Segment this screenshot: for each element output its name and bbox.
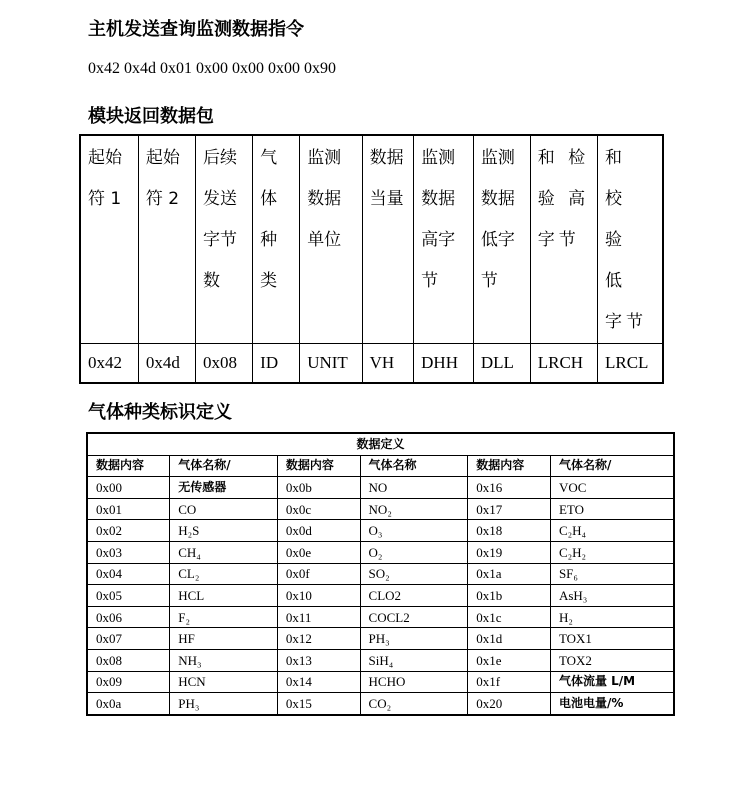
gas-table-cell: 0x18 bbox=[468, 520, 551, 542]
gas-table-row bbox=[87, 649, 674, 671]
gas-table-cell: 0x00 bbox=[87, 477, 170, 499]
heading-response: 模块返回数据包 bbox=[88, 106, 214, 127]
packet-header-row bbox=[80, 135, 663, 344]
gas-table-cell: 0x10 bbox=[277, 585, 360, 607]
gas-table-cell: CO₂ bbox=[360, 693, 468, 715]
gas-table-cell: 0x1e bbox=[468, 649, 551, 671]
gas-table-cell: 0x07 bbox=[87, 628, 170, 650]
gas-table-cell: 0x02 bbox=[87, 520, 170, 542]
gas-table-cell: 0x01 bbox=[87, 498, 170, 520]
packet-header-cell bbox=[362, 135, 414, 344]
gas-table-cell: 电池电量/% bbox=[550, 693, 674, 715]
gas-table-cell: 0x08 bbox=[87, 649, 170, 671]
gas-table-row bbox=[87, 498, 674, 520]
gas-table-cell: 0x20 bbox=[468, 693, 551, 715]
packet-header-line: 高字 bbox=[421, 230, 456, 250]
gas-table-cell: 0x1c bbox=[468, 606, 551, 628]
gas-table-header-cell: 数据内容 bbox=[87, 455, 170, 477]
gas-table-cell: 0x1a bbox=[468, 563, 551, 585]
packet-header-line: 数据 bbox=[421, 189, 456, 209]
packet-header-cell bbox=[196, 135, 253, 344]
gas-table-title: 数据定义 bbox=[87, 433, 674, 455]
packet-header-line: 数 bbox=[203, 271, 221, 291]
gas-table-row bbox=[87, 585, 674, 607]
gas-table-cell: O₃ bbox=[360, 520, 468, 542]
packet-header-line: 验 低 bbox=[604, 230, 626, 291]
packet-header-cell bbox=[414, 135, 474, 344]
gas-table-header-cell: 气体名称/ bbox=[170, 455, 278, 477]
gas-table-row bbox=[87, 628, 674, 650]
packet-header-line: 符 2 bbox=[145, 189, 180, 209]
packet-header-cell bbox=[473, 135, 530, 344]
packet-header-line: 字节 bbox=[604, 312, 647, 332]
packet-value-cell: DHH bbox=[414, 344, 474, 384]
packet-header-line: 数据 bbox=[307, 189, 342, 209]
gas-table-cell: 无传感器 bbox=[170, 477, 278, 499]
gas-table-cell: 0x1b bbox=[468, 585, 551, 607]
packet-header-cell bbox=[530, 135, 597, 344]
packet-header-line: 数据 bbox=[480, 189, 515, 209]
gas-table-cell: H₂S bbox=[170, 520, 278, 542]
packet-value-cell: ID bbox=[253, 344, 300, 384]
gas-table-cell: AsH₃ bbox=[550, 585, 674, 607]
gas-table-cell: CL₂ bbox=[170, 563, 278, 585]
packet-header-line: 字节 bbox=[537, 230, 580, 250]
gas-table-cell: CO bbox=[170, 498, 278, 520]
gas-table-header-cell: 气体名称 bbox=[360, 455, 468, 477]
gas-table-cell: 0x1d bbox=[468, 628, 551, 650]
gas-table-row bbox=[87, 563, 674, 585]
gas-table-cell: HCL bbox=[170, 585, 278, 607]
gas-table-cell: 0x0c bbox=[277, 498, 360, 520]
packet-header-line: 和 检 bbox=[537, 148, 590, 168]
gas-table-cell: 0x03 bbox=[87, 541, 170, 563]
gas-table-header-cell: 数据内容 bbox=[468, 455, 551, 477]
gas-table-title-row bbox=[87, 433, 674, 455]
gas-table-cell: PH₃ bbox=[360, 628, 468, 650]
gas-table-cell: 0x15 bbox=[277, 693, 360, 715]
gas-table-cell: VOC bbox=[550, 477, 674, 499]
packet-value-cell: 0x42 bbox=[80, 344, 138, 384]
packet-header-line: 种类 bbox=[260, 230, 278, 291]
gas-table-row bbox=[87, 541, 674, 563]
packet-value-cell: DLL bbox=[473, 344, 530, 384]
gas-table-cell: NH₃ bbox=[170, 649, 278, 671]
gas-table-row bbox=[87, 520, 674, 542]
heading-gas-types: 气体种类标识定义 bbox=[88, 402, 232, 423]
command-bytes: 0x42 0x4d 0x01 0x00 0x00 0x00 0x90 bbox=[88, 60, 336, 77]
gas-table-cell: 0x0f bbox=[277, 563, 360, 585]
gas-table-cell: 气体流量 L/M bbox=[550, 671, 674, 693]
gas-table-cell: 0x1f bbox=[468, 671, 551, 693]
gas-table-cell: HCN bbox=[170, 671, 278, 693]
packet-table bbox=[79, 134, 664, 384]
packet-header-line: 当量 bbox=[369, 189, 404, 209]
packet-header-cell bbox=[253, 135, 300, 344]
packet-header-line: 监测 bbox=[480, 148, 515, 168]
packet-header-line: 验 高 bbox=[537, 189, 590, 209]
packet-header-line: 数据 bbox=[369, 148, 404, 168]
packet-header-line: 监测 bbox=[421, 148, 456, 168]
gas-table-row bbox=[87, 693, 674, 715]
packet-value-cell: LRCH bbox=[530, 344, 597, 384]
gas-table-cell: 0x09 bbox=[87, 671, 170, 693]
packet-header-line: 字节 bbox=[203, 230, 238, 250]
gas-table-cell: 0x19 bbox=[468, 541, 551, 563]
gas-table-cell: ETO bbox=[550, 498, 674, 520]
gas-table-cell: O₂ bbox=[360, 541, 468, 563]
gas-table-cell: C₂H₂ bbox=[550, 541, 674, 563]
gas-table-cell: NO₂ bbox=[360, 498, 468, 520]
gas-table-cell: 0x0e bbox=[277, 541, 360, 563]
packet-header-line: 低字 bbox=[480, 230, 515, 250]
gas-table-row bbox=[87, 671, 674, 693]
packet-header-line: 起始 bbox=[145, 148, 180, 168]
gas-table-cell: H₂ bbox=[550, 606, 674, 628]
gas-table-cell: 0x14 bbox=[277, 671, 360, 693]
gas-table-cell: 0x16 bbox=[468, 477, 551, 499]
packet-header-line: 节 bbox=[480, 271, 498, 291]
packet-header-line: 符 1 bbox=[88, 189, 122, 209]
packet-header-cell bbox=[597, 135, 663, 344]
packet-header-line: 节 bbox=[421, 271, 439, 291]
gas-table-cell: PH₃ bbox=[170, 693, 278, 715]
packet-header-line: 后续 bbox=[203, 148, 238, 168]
packet-header-cell bbox=[300, 135, 362, 344]
heading-command: 主机发送查询监测数据指令 bbox=[88, 19, 304, 40]
packet-value-cell: 0x08 bbox=[196, 344, 253, 384]
packet-header-line: 单位 bbox=[307, 230, 342, 250]
gas-table-cell: CH₄ bbox=[170, 541, 278, 563]
gas-table-cell: F₂ bbox=[170, 606, 278, 628]
gas-definition-table bbox=[86, 432, 675, 716]
gas-table-cell: 0x05 bbox=[87, 585, 170, 607]
gas-table-cell: COCL2 bbox=[360, 606, 468, 628]
packet-header-line: 发送 bbox=[203, 189, 238, 209]
gas-table-cell: CLO2 bbox=[360, 585, 468, 607]
gas-table-row bbox=[87, 606, 674, 628]
gas-table-cell: 0x04 bbox=[87, 563, 170, 585]
packet-value-row bbox=[80, 344, 663, 384]
gas-table-cell: 0x11 bbox=[277, 606, 360, 628]
gas-table-cell: 0x0b bbox=[277, 477, 360, 499]
gas-table-cell: 0x0d bbox=[277, 520, 360, 542]
gas-table-cell: C₂H₄ bbox=[550, 520, 674, 542]
packet-value-cell: 0x4d bbox=[138, 344, 195, 384]
packet-value-cell: LRCL bbox=[597, 344, 663, 384]
gas-table-header-row bbox=[87, 455, 674, 477]
packet-header-cell bbox=[138, 135, 195, 344]
gas-table-cell: SF₆ bbox=[550, 563, 674, 585]
gas-table-cell: SiH₄ bbox=[360, 649, 468, 671]
packet-header-line: 和 校 bbox=[604, 148, 626, 209]
gas-table-cell: 0x06 bbox=[87, 606, 170, 628]
gas-table-header-cell: 数据内容 bbox=[277, 455, 360, 477]
gas-table-cell: 0x0a bbox=[87, 693, 170, 715]
gas-table-cell: SO₂ bbox=[360, 563, 468, 585]
packet-header-line: 起始 bbox=[88, 148, 122, 168]
gas-table-header-cell: 气体名称/ bbox=[550, 455, 674, 477]
gas-table-cell: HF bbox=[170, 628, 278, 650]
gas-table-cell: TOX1 bbox=[550, 628, 674, 650]
gas-table-cell: 0x12 bbox=[277, 628, 360, 650]
gas-table-row bbox=[87, 477, 674, 499]
packet-value-cell: VH bbox=[362, 344, 414, 384]
gas-table-cell: HCHO bbox=[360, 671, 468, 693]
packet-header-line: 监测 bbox=[307, 148, 342, 168]
packet-header-line: 气体 bbox=[260, 148, 278, 209]
gas-table-cell: NO bbox=[360, 477, 468, 499]
gas-table-cell: TOX2 bbox=[550, 649, 674, 671]
packet-value-cell: UNIT bbox=[300, 344, 362, 384]
gas-table-cell: 0x17 bbox=[468, 498, 551, 520]
packet-header-cell bbox=[80, 135, 138, 344]
gas-table-cell: 0x13 bbox=[277, 649, 360, 671]
